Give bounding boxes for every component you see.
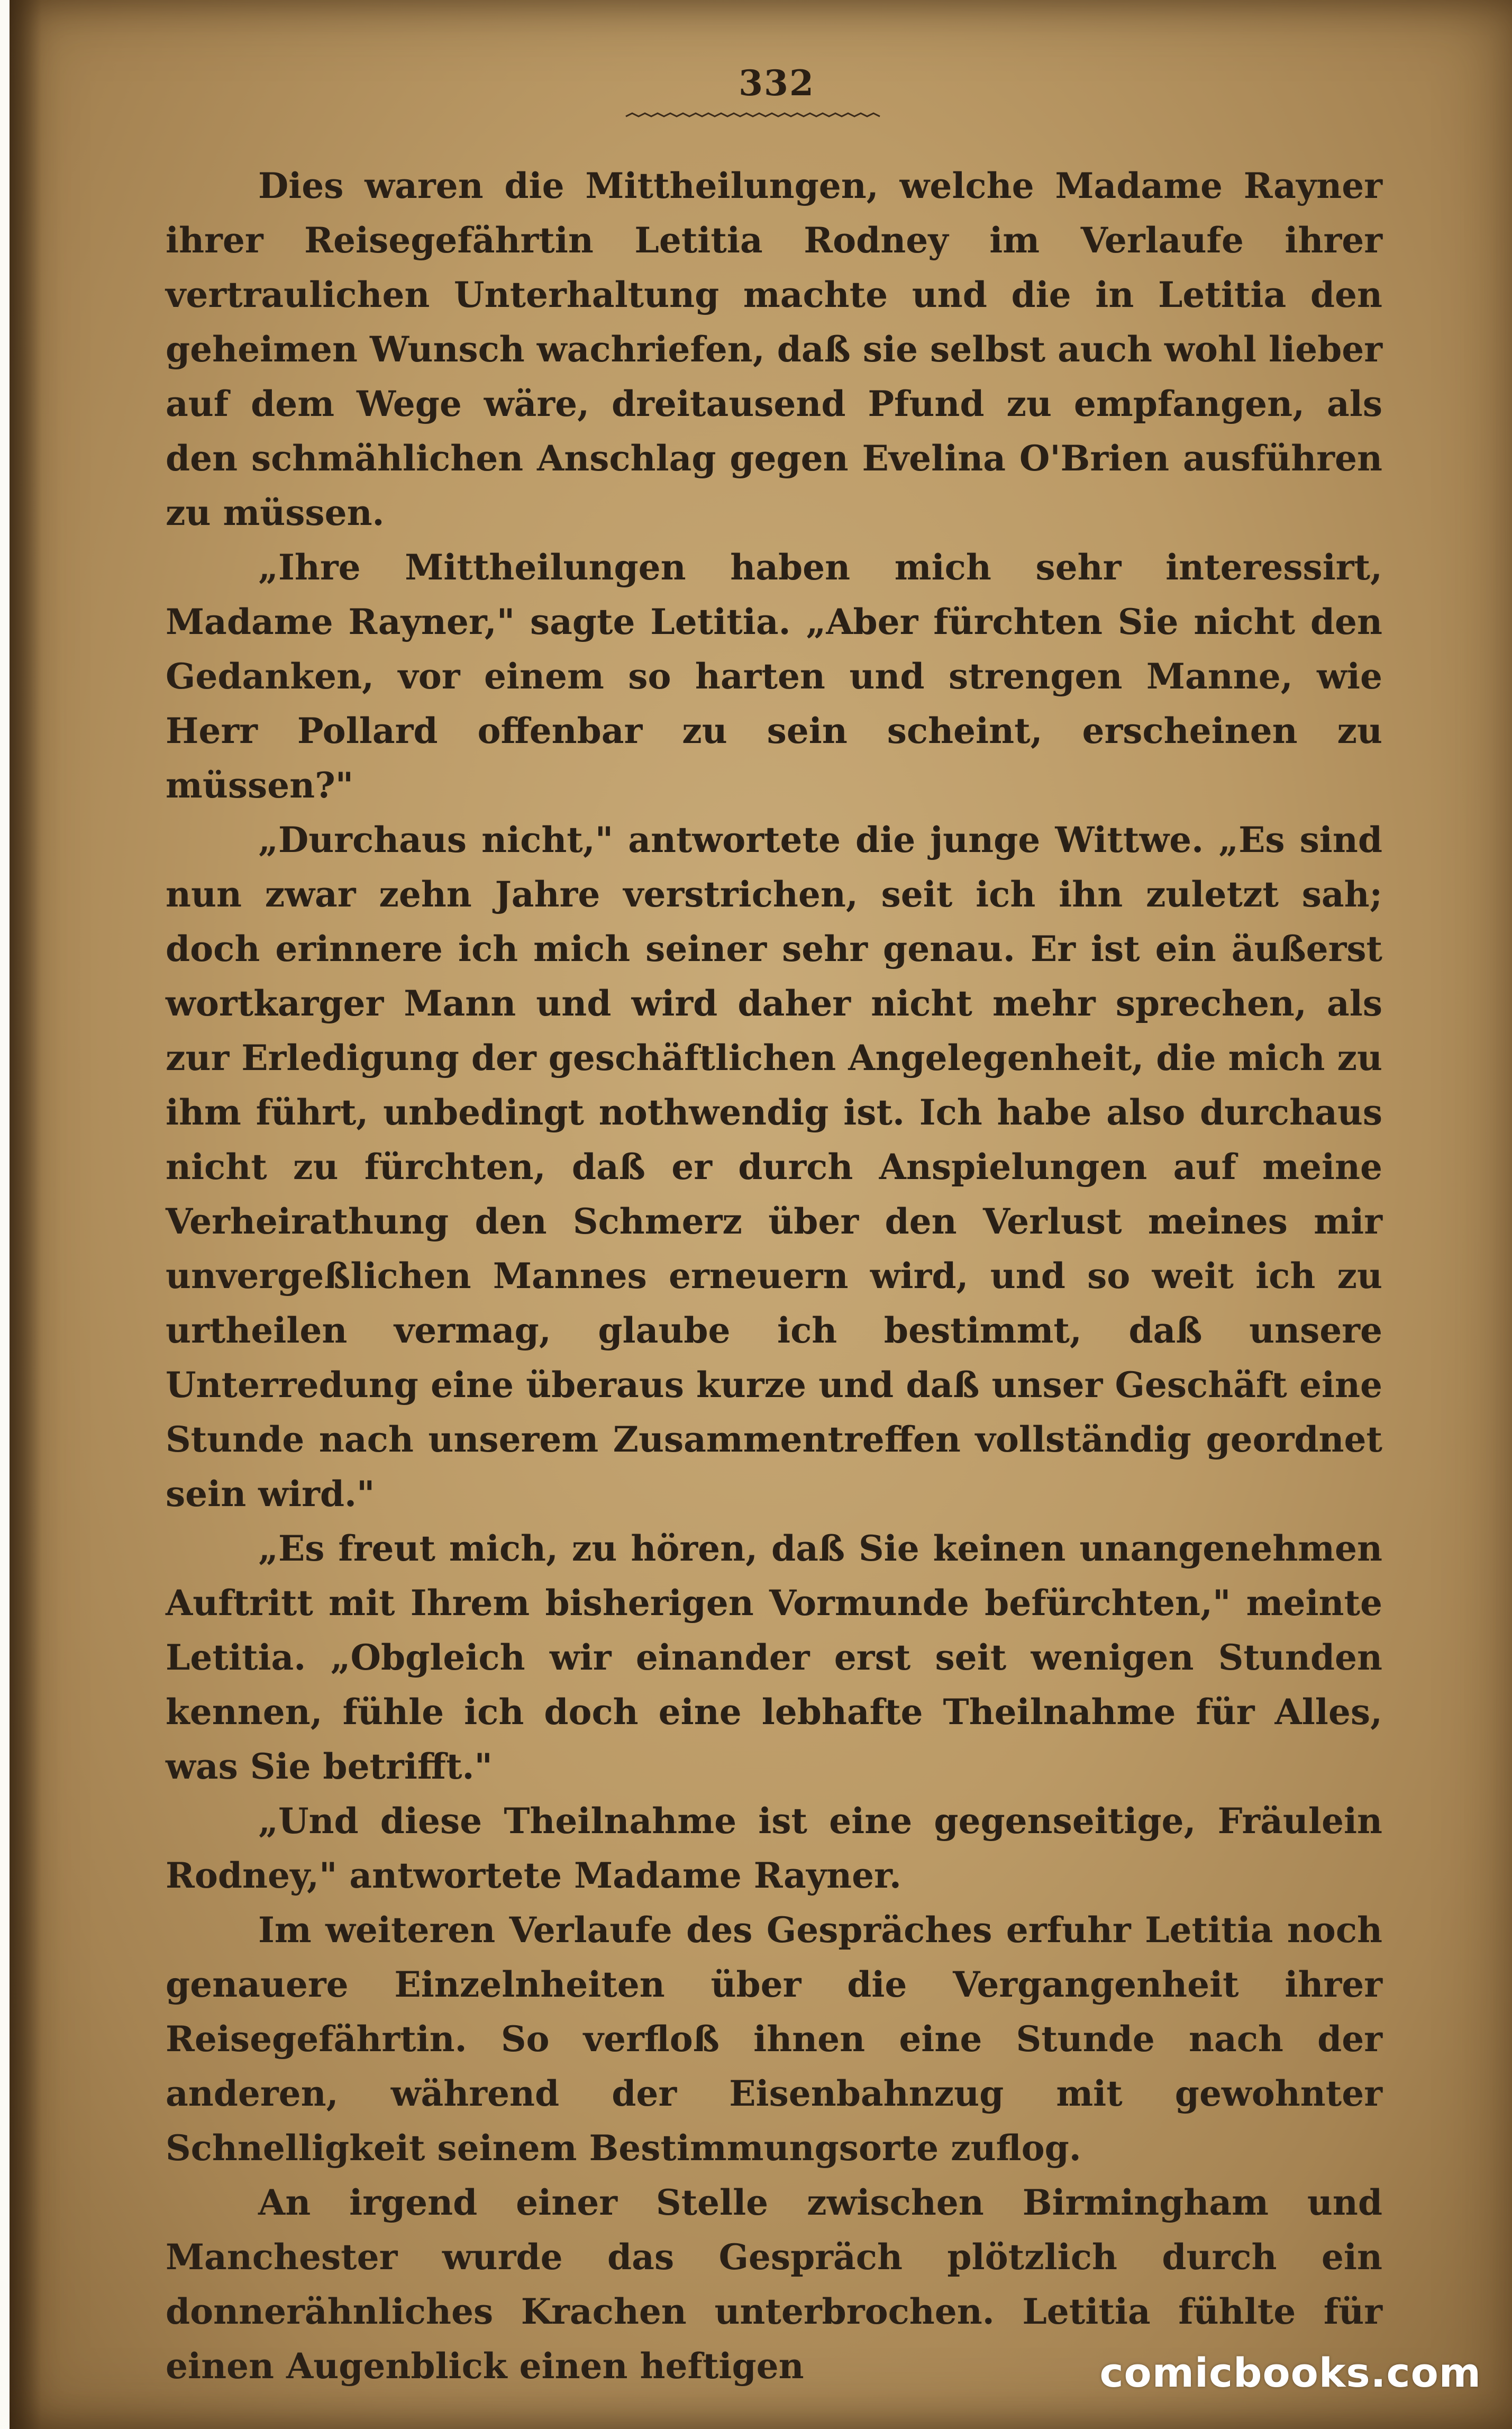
paragraph: Dies waren die Mittheilungen, welche Madame Rayner ihrer Reisegefährtin Letitia Rodney im Verlaufe ihrer vertraulichen Unterhaltung machte und die in Letitia den geheimen Wunsch wachriefen, daß sie selbst auch wohl lieber auf dem Wege wäre, dreitausend Pfund zu empfangen, als den schmählichen Anschlag gegen Evelina O'Brien ausführen zu müssen. [166, 165, 1382, 533]
watermark: comicbooks.com [1099, 2349, 1481, 2396]
paragraph: „Ihre Mittheilungen haben mich sehr interessirt, Madame Rayner," sagte Letitia. „Aber fürchten Sie nicht den Gedanken, vor einem so harten und strengen Manne, wie Herr Pollard offenbar zu sein scheint, erscheinen zu müssen?" [166, 547, 1382, 806]
page-scan [10, 0, 1512, 2429]
paragraph: „Und diese Theilnahme ist eine gegenseitige, Fräulein Rodney," antwortete Madame Rayner. [166, 1800, 1382, 1896]
header-ornament [623, 110, 888, 121]
paragraph: „Es freut mich, zu hören, daß Sie keinen unangenehmen Auftritt mit Ihrem bisherigen Vormunde befürchten," meinte Letitia. „Obgleich wir einander erst seit wenigen Stunden kennen, fühle ich doch eine lebhafte Theilnahme für Alles, was Sie betrifft." [166, 1528, 1382, 1787]
page-number: 332 [739, 62, 815, 104]
body-text [166, 159, 1382, 2394]
paragraph: An irgend einer Stelle zwischen Birmingham und Manchester wurde das Gespräch plötzlich durch ein donnerähnliches Krachen unterbrochen. Letitia fühlte für einen Augenblick einen heftigen [166, 2182, 1382, 2387]
binding-shadow [10, 0, 41, 2429]
paragraph: „Durchaus nicht," antwortete die junge Wittwe. „Es sind nun zwar zehn Jahre verstrichen, seit ich ihn zuletzt sah; doch erinnere ich mich seiner sehr genau. Er ist ein äußerst wortkarger Mann und wird daher nicht mehr sprechen, als zur Erledigung der geschäftlichen Angelegenheit, die mich zu ihm führt, unbedingt nothwendig ist. Ich habe also durchaus nicht zu fürchten, daß er durch Anspielungen auf meine Verheirathung den Schmerz über den Verlust meines mir unvergeßlichen Mannes erneuern wird, und so weit ich zu urtheilen vermag, glaube ich bestimmt, daß unsere Unterredung eine überaus kurze und daß unser Geschäft eine Stunde nach unserem Zusammentreffen vollständig geordnet sein wird." [166, 819, 1382, 1515]
paragraph: Im weiteren Verlaufe des Gespräches erfuhr Letitia noch genauere Einzelnheiten über die Vergangenheit ihrer Reisegefährtin. So verfloß ihnen eine Stunde nach der anderen, während der Eisenbahnzug mit gewohnter Schnelligkeit seinem Bestimmungsorte zuflog. [166, 1909, 1382, 2169]
